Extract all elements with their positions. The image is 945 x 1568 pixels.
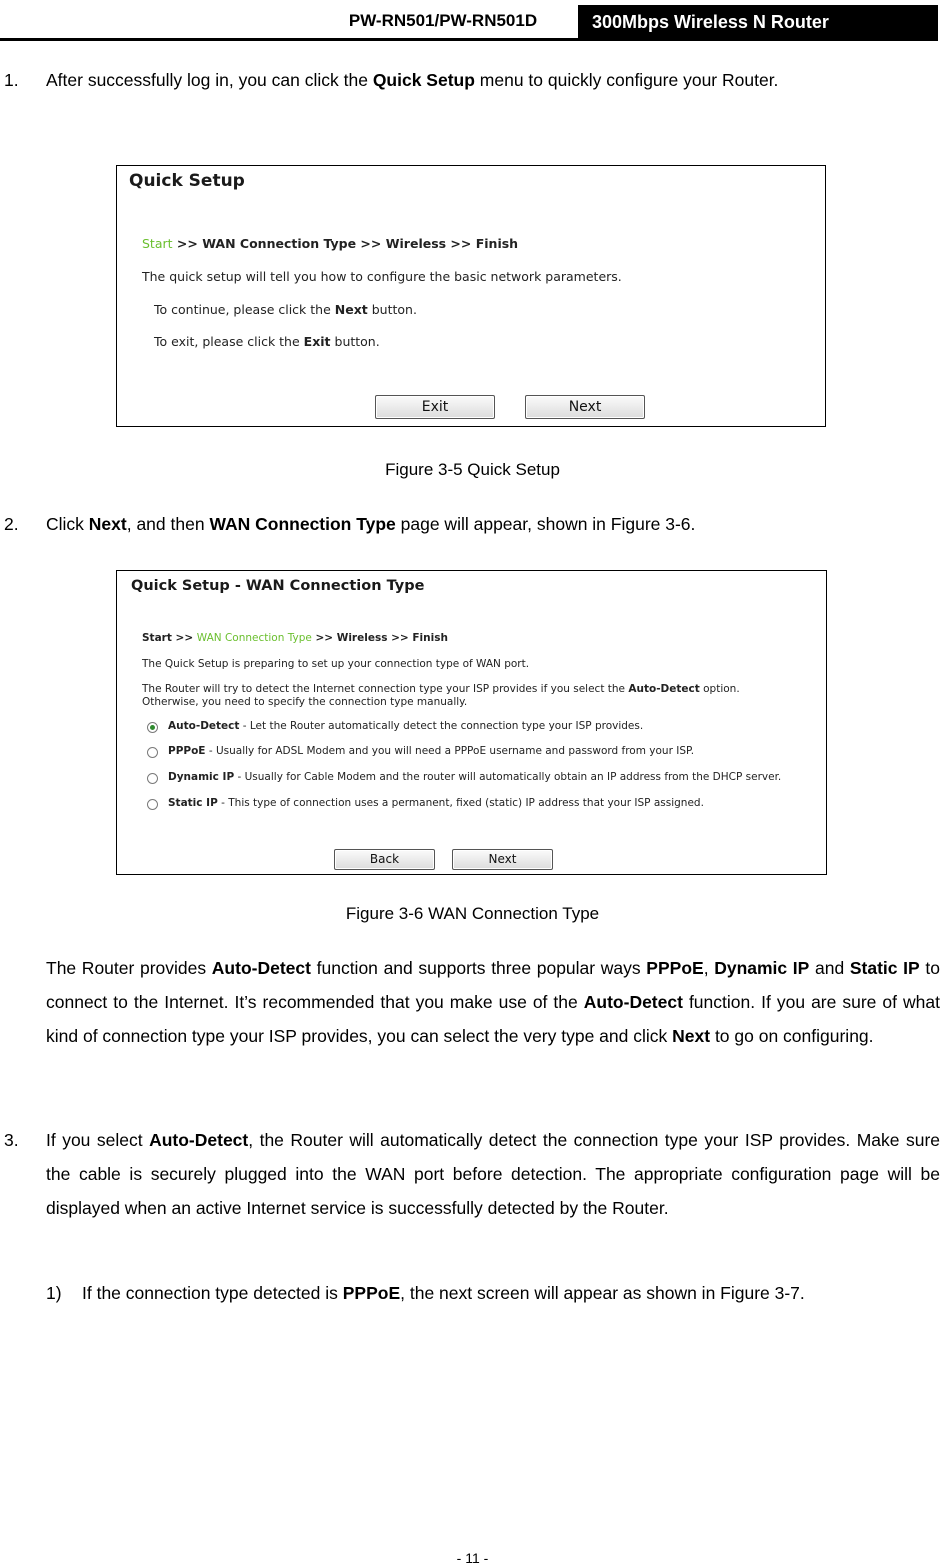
page-number: - 11 - [456,1550,489,1566]
radio-static-ip[interactable] [147,799,158,810]
quick-setup-intro: The quick setup will tell you how to configure the basic network parameters. [142,269,622,284]
auto-detect-paragraph: The Router provides Auto-Detect function and supports three popular ways PPPoE, Dynamic IP and Static IP to connect to the Internet. It’s recommended that you make use of the Auto-Detect function. If you are sure of what kind of connection type your ISP provides, you can select the very type and click Next to go on configuring. [46,958,940,1046]
radio-dynamic-ip[interactable] [147,773,158,784]
wan-type-breadcrumb: Start >> WAN Connection Type >> Wireless >> Finish [142,632,448,644]
step2-number: 2. [4,514,19,534]
wan-type-intro: The Quick Setup is preparing to set up your connection type of WAN port. [142,658,530,670]
header-model: PW-RN501/PW-RN501D [348,11,538,30]
wan-type-detect-hint: The Router will try to detect the Internet connection type your ISP provides if you select the Auto-Detect option. [142,683,740,695]
wan-next-button[interactable]: Next [452,849,553,870]
step2-text: Click Next, and then WAN Connection Type page will appear, shown in Figure 3-6. [46,514,696,534]
quick-setup-title: Quick Setup [129,171,245,191]
figure-3-6-caption: Figure 3-6 WAN Connection Type [345,904,600,923]
quick-setup-exit-hint: To exit, please click the Exit button. [154,334,380,349]
figure-3-5-caption: Figure 3-5 Quick Setup [385,460,560,479]
substep1-text: If the connection type detected is PPPoE, the next screen will appear as shown in Figure 3-7. [82,1283,805,1303]
step3-number: 3. [4,1130,19,1150]
step1-number: 1. [4,70,19,90]
option-dynamic-ip-label: Dynamic IP - Usually for Cable Modem and the router will automatically obtain an IP address from the DHCP server. [168,771,782,783]
step3-text: If you select Auto-Detect, the Router will automatically detect the connection type your ISP provides. Make sure the cable is securely plugged into the WAN port before detection. The appropriate configuration page will be displayed when an active Internet service is successfully detected by the Router. [46,1130,940,1218]
header-rule [0,38,938,41]
next-button[interactable]: Next [525,395,645,419]
substep1-number: 1) [46,1283,62,1303]
radio-auto-detect[interactable] [147,722,158,733]
header-product: 300Mbps Wireless N Router [578,5,938,39]
back-button[interactable]: Back [334,849,435,870]
quick-setup-screenshot [116,165,826,427]
option-static-ip-label: Static IP - This type of connection uses a permanent, fixed (static) IP address that your ISP assigned. [168,797,704,809]
exit-button[interactable]: Exit [375,395,495,419]
quick-setup-continue-hint: To continue, please click the Next button. [154,302,417,317]
option-pppoe-label: PPPoE - Usually for ADSL Modem and you will need a PPPoE username and password from your ISP. [168,745,695,757]
option-auto-detect-label: Auto-Detect - Let the Router automatically detect the connection type your ISP provides. [168,720,644,732]
wan-connection-type-screenshot [116,570,827,875]
wan-type-title: Quick Setup - WAN Connection Type [131,578,425,594]
step1-text: After successfully log in, you can click the Quick Setup menu to quickly configure your Router. [46,70,779,90]
quick-setup-breadcrumb: Start >> WAN Connection Type >> Wireless >> Finish [142,236,519,251]
wan-type-manual-hint: Otherwise, you need to specify the connection type manually. [142,696,468,708]
radio-pppoe[interactable] [147,747,158,758]
